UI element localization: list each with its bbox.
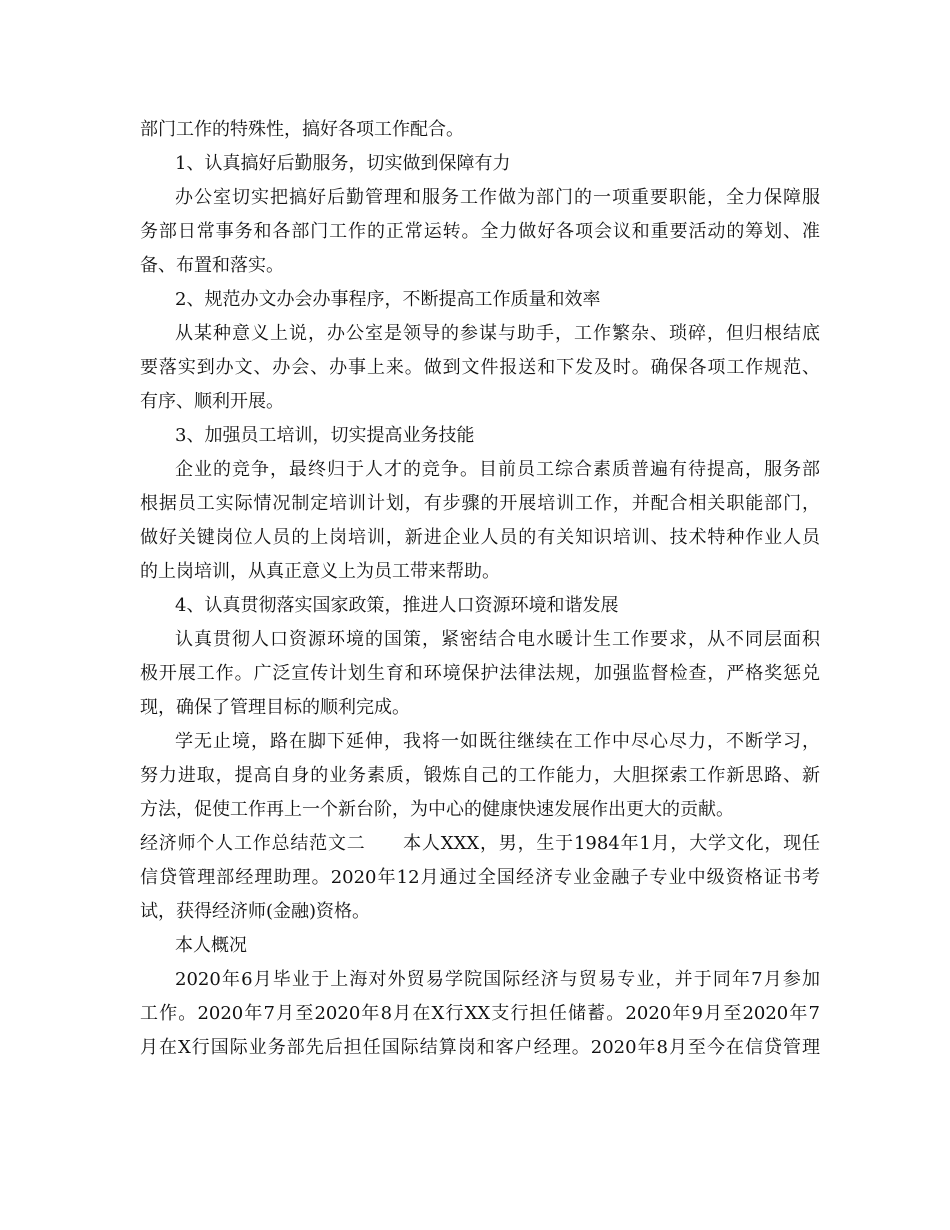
paragraph-line: 做好关键岗位人员的上岗培训，新进企业人员的有关知识培训、技术特种作业人员: [140, 527, 820, 548]
paragraph-line: 从某种意义上说，办公室是领导的参谋与助手，工作繁杂、琐碎，但归根结底: [175, 323, 820, 344]
paragraph-line: 信贷管理部经理助理。2020年12月通过全国经济专业金融子专业中级资格证书考: [140, 867, 820, 888]
paragraph-line: 有序、顺利开展。: [140, 391, 284, 412]
paragraph-line: 的上岗培训，从真正意义上为员工带来帮助。: [140, 561, 500, 582]
paragraph-line: 备、布置和落实。: [140, 255, 284, 276]
paragraph-line: 试，获得经济师(金融)资格。: [140, 901, 371, 922]
section-heading-overview: 本人概况: [175, 935, 247, 956]
section-heading-4: 4、认真贯彻落实国家政策，推进人口资源环境和谐发展: [175, 595, 619, 616]
paragraph-line: 现，确保了管理目标的顺利完成。: [140, 697, 410, 718]
paragraph-line: 部门工作的特殊性，搞好各项工作配合。: [140, 119, 464, 140]
section-heading-3: 3、加强员工培训，切实提高业务技能: [175, 425, 475, 446]
paragraph-line: 办公室切实把搞好后勤管理和服务工作做为部门的一项重要职能，全力保障服: [175, 187, 820, 208]
paragraph-line: 月在X行国际业务部先后担任国际结算岗和客户经理。2020年8月至今在信贷管理: [140, 1037, 820, 1058]
paragraph-line: 根据员工实际情况制定培训计划，有步骤的开展培训工作，并配合相关职能部门，: [140, 493, 820, 514]
paragraph-line: 学无止境，路在脚下延伸，我将一如既往继续在工作中尽心尽力，不断学习，: [175, 731, 820, 752]
section-heading-2: 2、规范办文办会办事程序，不断提高工作质量和效率: [175, 289, 601, 310]
paragraph-line: 认真贯彻人口资源环境的国策，紧密结合电水暖计生工作要求，从不同层面积: [175, 629, 820, 650]
paragraph-line: 2020年6月毕业于上海对外贸易学院国际经济与贸易专业，并于同年7月参加: [175, 969, 820, 990]
paragraph-line: 工作。2020年7月至2020年8月在X行XX支行担任储蓄。2020年9月至2020年7: [140, 1003, 820, 1024]
section-heading-1: 1、认真搞好后勤服务，切实做到保障有力: [175, 153, 511, 174]
paragraph-line: 方法，促使工作再上一个新台阶，为中心的健康快速发展作出更大的贡献。: [140, 799, 734, 820]
paragraph-line: 务部日常事务和各部门工作的正常运转。全力做好各项会议和重要活动的筹划、准: [140, 221, 820, 242]
paragraph-line: 努力进取，提高自身的业务素质，锻炼自己的工作能力，大胆探索工作新思路、新: [140, 765, 820, 786]
paragraph-line: 要落实到办文、办会、办事上来。做到文件报送和下发及时。确保各项工作规范、: [140, 357, 820, 378]
paragraph-line: 极开展工作。广泛宣传计划生育和环境保护法律法规，加强监督检查，严格奖惩兑: [140, 663, 820, 684]
paragraph-line: 企业的竞争，最终归于人才的竞争。目前员工综合素质普遍有待提高，服务部: [175, 459, 820, 480]
article-title-line: 经济师个人工作总结范文二 本人XXX，男，生于1984年1月，大学文化，现任: [140, 833, 820, 854]
